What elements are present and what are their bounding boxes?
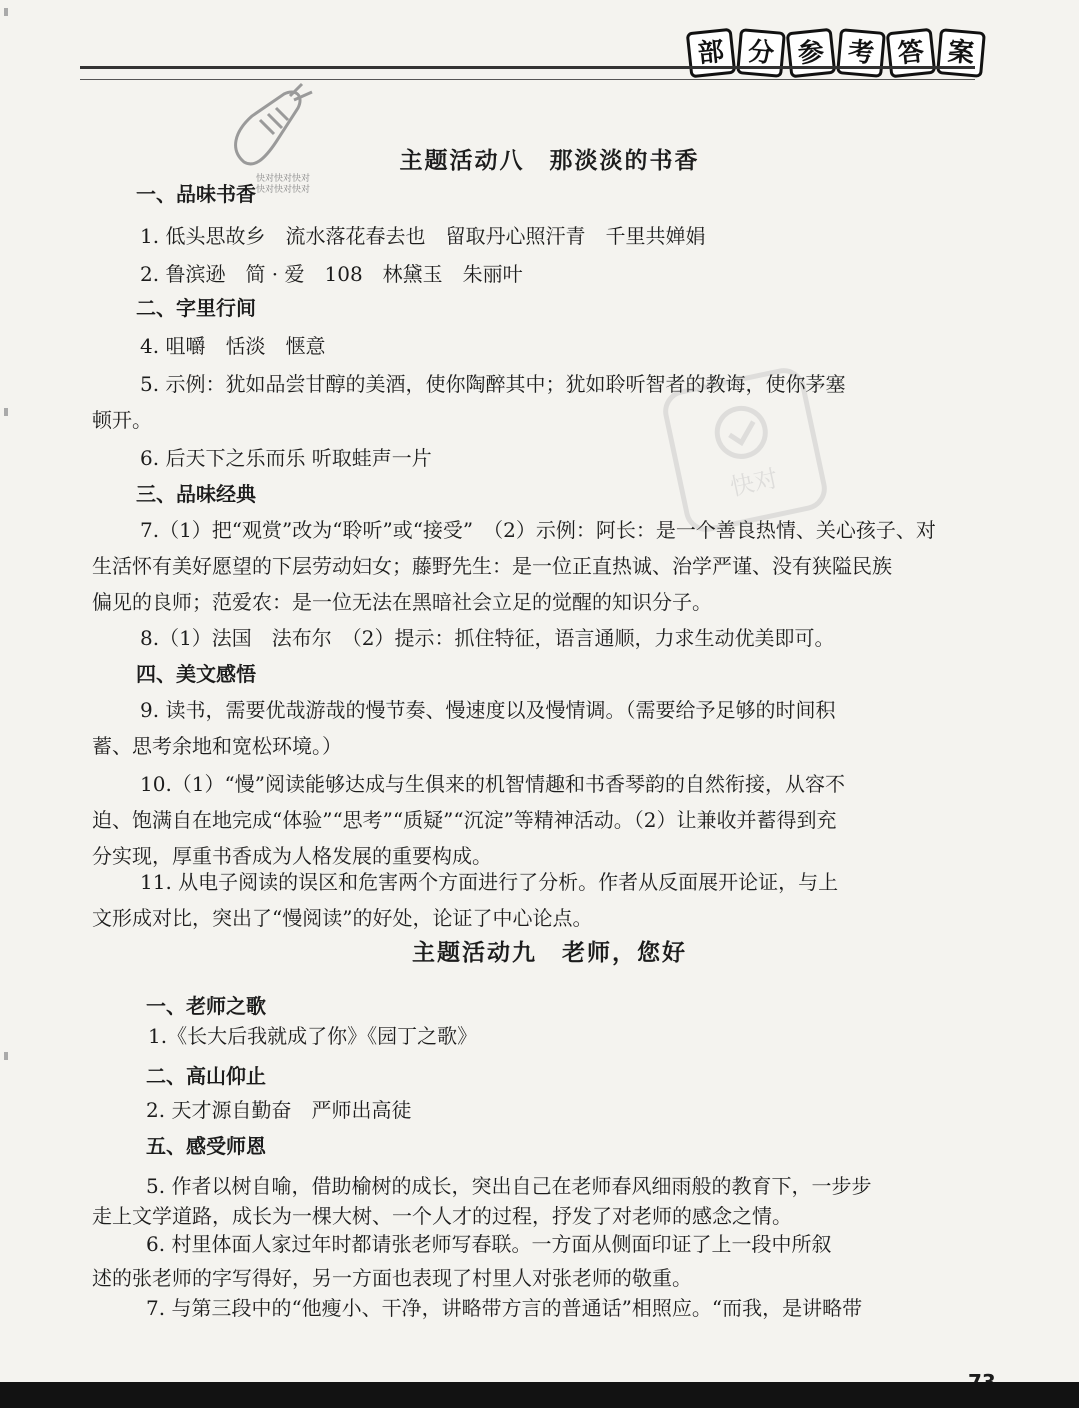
answer-line: 2. 鲁滨逊 简 · 爱 108 林黛玉 朱丽叶 <box>140 262 523 286</box>
section-heading: 一、品味书香 <box>136 182 256 206</box>
answer-line: 述的张老师的字写得好，另一方面也表现了村里人对张老师的敬重。 <box>92 1266 692 1290</box>
answer-line: 5. 示例：犹如品尝甘醇的美酒，使你陶醉其中；犹如聆听智者的教诲，使你茅塞 <box>140 372 846 396</box>
answer-line: 蓄、思考余地和宽松环境。） <box>92 734 342 758</box>
banner-char: 参 <box>786 28 837 79</box>
answer-line: 1. 低头思故乡 流水落花春去也 留取丹心照汗青 千里共婵娟 <box>140 224 706 248</box>
banner-char: 案 <box>936 28 986 78</box>
watermark-text: 快对快对快对 快对快对快对 <box>256 174 311 195</box>
page-title: 主题活动八 那淡淡的书香 <box>399 148 700 174</box>
answer-line: 9. 读书，需要优哉游哉的慢节奏、慢速度以及慢情调。（需要给予足够的时间积 <box>140 698 836 722</box>
section-heading: 五、感受师恩 <box>146 1134 266 1158</box>
answer-line: 8.（1）法国 法布尔 （2）提示：抓住特征，语言通顺，力求生动优美即可。 <box>140 626 835 650</box>
answer-line: 5. 作者以树自喻，借助榆树的成长，突出自己在老师春风细雨般的教育下，一步步 <box>146 1174 872 1198</box>
edge-mark <box>4 408 8 416</box>
section-heading: 三、品味经典 <box>136 482 256 506</box>
answer-line: 偏见的良师；范爱农：是一位无法在黑暗社会立足的觉醒的知识分子。 <box>92 590 712 614</box>
section-heading: 四、美文感悟 <box>136 662 256 686</box>
banner-char: 考 <box>836 28 886 78</box>
section-title: 主题活动九 老师，您好 <box>412 940 687 966</box>
section-heading: 二、高山仰止 <box>146 1064 266 1088</box>
answer-line: 7.（1）把“观赏”改为“聆听”或“接受” （2）示例：阿长：是一个善良热情、关心孩子、对 <box>140 518 936 542</box>
answer-line: 生活怀有美好愿望的下层劳动妇女；藤野先生：是一位正直热诚、治学严谨、没有狭隘民族 <box>92 554 892 578</box>
edge-mark <box>4 8 8 16</box>
answer-line: 迫、饱满自在地完成“体验”“思考”“质疑”“沉淀”等精神活动。（2）让兼收并蓄得到充 <box>92 808 837 832</box>
answer-line: 11. 从电子阅读的误区和危害两个方面进行了分析。作者从反面展开论证，与上 <box>140 870 839 894</box>
answer-line: 走上文学道路，成长为一棵大树、一个人才的过程，抒发了对老师的感念之情。 <box>92 1204 792 1228</box>
answer-line: 1.《长大后我就成了你》《园丁之歌》 <box>148 1024 478 1048</box>
answer-line: 6. 后天下之乐而乐 听取蛙声一片 <box>140 446 432 470</box>
answer-line: 分实现，厚重书香成为人格发展的重要构成。 <box>92 844 492 868</box>
answer-line: 文形成对比，突出了“慢阅读”的好处，论证了中心论点。 <box>92 906 593 930</box>
answer-line: 7. 与第三段中的“他瘦小、干净，讲略带方言的普通话”相照应。“而我，是讲略带 <box>146 1296 863 1320</box>
banner-char: 部 <box>686 28 737 79</box>
section-heading: 二、字里行间 <box>136 296 256 320</box>
bottom-shadow <box>0 1382 1079 1408</box>
answer-line: 10.（1）“慢”阅读能够达成与生俱来的机智情趣和书香琴韵的自然衔接，从容不 <box>140 772 845 796</box>
edge-mark <box>4 1052 8 1060</box>
answer-line: 2. 天才源自勤奋 严师出高徒 <box>146 1098 412 1122</box>
answer-line: 4. 咀嚼 恬淡 惬意 <box>140 334 326 358</box>
answer-line: 6. 村里体面人家过年时都请张老师写春联。一方面从侧面印证了上一段中所叙 <box>146 1232 832 1256</box>
stamp-text: 快对 <box>727 464 781 502</box>
answer-line: 顿开。 <box>92 408 152 432</box>
section-heading: 一、老师之歌 <box>146 994 266 1018</box>
banner-char: 答 <box>886 28 937 79</box>
banner-char: 分 <box>736 28 786 78</box>
header-rule <box>80 66 975 80</box>
